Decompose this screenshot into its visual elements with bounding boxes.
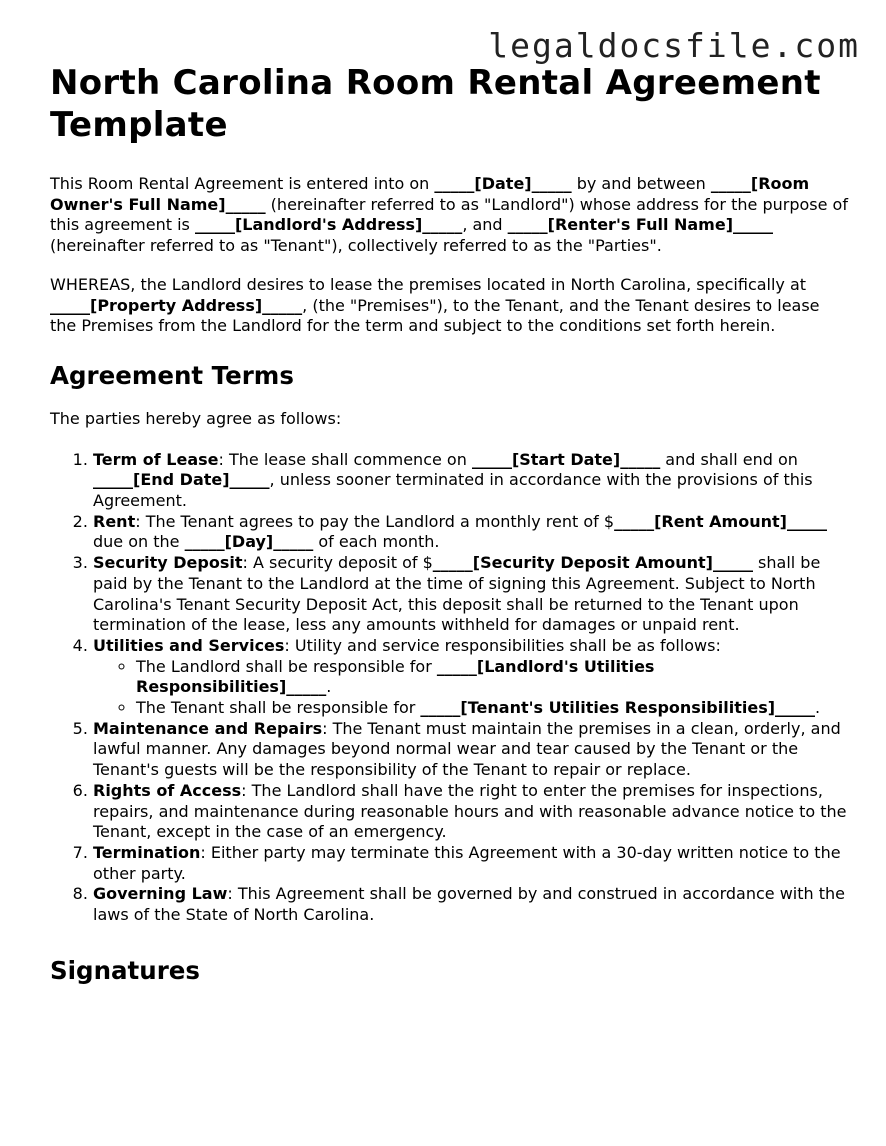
renter-name-field: _____[Renter's Full Name]_____ — [507, 215, 774, 235]
end-date-field: _____[End Date]_____ — [93, 470, 270, 490]
term-label: Security Deposit — [93, 553, 243, 573]
page-title: North Carolina Room Rental Agreement Template — [50, 63, 821, 145]
term-rent — [93, 512, 850, 553]
landlord-address-field: _____[Landlord's Address]_____ — [194, 215, 463, 235]
property-address-field: _____[Property Address]_____ — [50, 295, 303, 315]
intro-text: This Room Rental Agreement is entered into on — [50, 174, 435, 193]
term-text: : Either party may terminate this Agreement with a 30-day written notice to the other party. — [93, 842, 841, 883]
term-text: and shall end on — [660, 449, 798, 469]
term-text: shall be paid by the Tenant to the Landlord at the time of signing this Agreement. Subject to North Carolina's Tenant Security Deposit Act, this deposit shall be returned to the Tenant upon termination of the lease, less any amounts withheld for damages or unpaid rent. — [93, 553, 821, 635]
tenant-utilities-item — [136, 698, 850, 719]
term-text: : Utility and service responsibilities shall be as follows: — [284, 635, 721, 655]
term-label: Maintenance and Repairs — [93, 718, 323, 738]
term-text: of each month. — [313, 532, 440, 552]
intro-text: by and between — [571, 174, 711, 193]
terms-intro: The parties hereby agree as follows: — [50, 408, 342, 428]
intro-text: (hereinafter referred to as "Landlord") whose address for the purpose of this agreement is — [50, 194, 848, 235]
sub-text: The Tenant shall be responsible for — [136, 698, 421, 718]
whereas-text: WHEREAS, the Landlord desires to lease the premises located in North Carolina, specifically at — [50, 274, 807, 294]
term-termination — [93, 843, 850, 884]
term-governing-law — [93, 884, 850, 925]
landlord-utilities-item — [136, 657, 850, 698]
sub-text: The Landlord shall be responsible for — [136, 656, 437, 676]
whereas-paragraph — [50, 275, 850, 337]
term-label: Governing Law — [93, 884, 228, 904]
term-text: : The lease shall commence on — [218, 449, 472, 469]
term-label: Rent — [93, 511, 136, 531]
whereas-text: , (the "Premises"), to the Tenant, and the Tenant desires to lease the Premises from the Landlord for the term and subject to the conditions set forth herein. — [50, 295, 820, 336]
intro-text: , and — [462, 215, 508, 235]
agreement-terms-heading: Agreement Terms — [50, 360, 294, 390]
terms-list — [50, 450, 850, 926]
term-label: Term of Lease — [93, 449, 219, 469]
term-text: : A security deposit of $ — [242, 553, 433, 573]
start-date-field: _____[Start Date]_____ — [471, 449, 661, 469]
term-access — [93, 781, 850, 843]
intro-paragraph — [50, 174, 850, 257]
term-text: : The Tenant must maintain the premises in a clean, orderly, and lawful manner. Any damages beyond normal wear and tear caused by the Tenant or the Tenant's guests will be the responsibility of the Tenant to repair or replace. — [93, 718, 841, 780]
term-text: , unless sooner terminated in accordance with the provisions of this Agreement. — [93, 470, 813, 511]
document-page — [50, 62, 850, 1004]
term-text: : The Tenant agrees to pay the Landlord a monthly rent of $ — [135, 511, 615, 531]
owner-name-field: _____[Room Owner's Full Name]_____ — [50, 174, 810, 214]
term-text: : This Agreement shall be governed by and construed in accordance with the laws of the State of North Carolina. — [93, 884, 845, 925]
term-label: Rights of Access — [93, 780, 242, 800]
rent-amount-field: _____[Rent Amount]_____ — [614, 511, 827, 531]
term-label: Utilities and Services — [93, 635, 285, 655]
sub-end: . — [815, 698, 821, 718]
term-deposit — [93, 553, 850, 636]
utilities-sublist — [93, 657, 850, 719]
intro-text: (hereinafter referred to as "Tenant"), collectively referred to as the "Parties". — [50, 236, 662, 256]
term-maintenance — [93, 719, 850, 781]
term-label: Termination — [93, 842, 201, 862]
term-text: : The Landlord shall have the right to enter the premises for inspections, repairs, and maintenance during reasonable hours and with reasonable advance notice to the Tenant, except in the case of an emergency. — [93, 780, 847, 842]
rent-day-field: _____[Day]_____ — [184, 532, 314, 552]
landlord-utilities-field: _____[Landlord's Utilities Responsibilities]_____ — [136, 656, 655, 697]
term-text: due on the — [93, 532, 185, 552]
term-lease — [93, 450, 850, 512]
signatures-heading: Signatures — [50, 955, 200, 985]
date-field: _____[Date]_____ — [434, 174, 572, 193]
term-utilities — [93, 636, 850, 719]
site-watermark: legaldocsfile.com — [488, 26, 860, 65]
deposit-amount-field: _____[Security Deposit Amount]_____ — [432, 553, 753, 573]
tenant-utilities-field: _____[Tenant's Utilities Responsibilities]_____ — [420, 698, 816, 718]
sub-end: . — [326, 677, 332, 697]
